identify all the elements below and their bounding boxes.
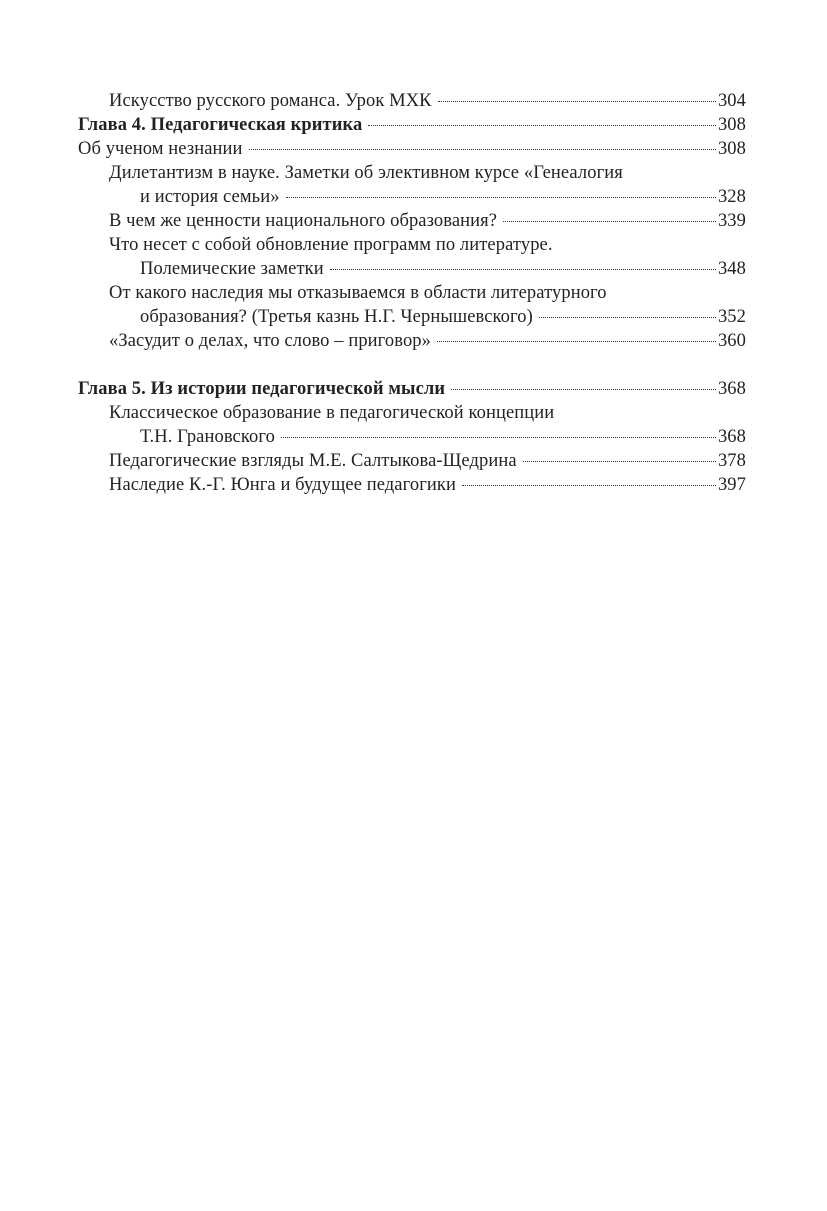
toc-entry-title-continued: и история семьи» [140, 187, 280, 207]
toc-entry-page: 339 [717, 211, 746, 231]
dot-leader [462, 484, 716, 486]
toc-entry-page: 304 [717, 91, 746, 111]
toc-entry-title: Наследие К.-Г. Юнга и будущее педагогики [109, 475, 456, 495]
toc-entry-line1[interactable] [78, 161, 746, 185]
toc-entry-page: 348 [717, 259, 746, 279]
toc-entry-page: 368 [717, 427, 746, 447]
toc-entry-title: Педагогические взгляды М.Е. Салтыкова-Щедрина [109, 451, 517, 471]
dot-leader [503, 220, 716, 222]
toc-entry-page: 360 [717, 331, 746, 351]
toc-entry[interactable] [78, 473, 746, 497]
toc-entry-page: 352 [717, 307, 746, 327]
toc-entry[interactable] [78, 137, 746, 161]
dot-leader [281, 436, 716, 438]
toc-entry-title: От какого наследия мы отказываемся в области литературного [109, 283, 607, 303]
toc-entry-page: 328 [717, 187, 746, 207]
toc-entry-page: 378 [717, 451, 746, 471]
toc-entry-title: Дилетантизм в науке. Заметки об элективном курсе «Генеалогия [109, 163, 623, 183]
toc-entry-line2[interactable] [78, 257, 746, 281]
toc-entry-line1[interactable] [78, 281, 746, 305]
toc-entry-title: Классическое образование в педагогической концепции [109, 403, 555, 423]
toc-entry-title-continued: Полемические заметки [140, 259, 324, 279]
toc-entry-page: 308 [717, 139, 746, 159]
toc-entry[interactable] [78, 89, 746, 113]
dot-leader [437, 340, 716, 342]
toc-chapter-heading[interactable] [78, 113, 746, 137]
toc-entry-line2[interactable] [78, 185, 746, 209]
table-of-contents [78, 89, 746, 497]
toc-entry-page: 397 [717, 475, 746, 495]
dot-leader [451, 388, 716, 390]
toc-entry[interactable] [78, 209, 746, 233]
toc-entry-title: Об ученом незнании [78, 139, 243, 159]
toc-entry-line2[interactable] [78, 305, 746, 329]
dot-leader [249, 148, 716, 150]
toc-chapter-title: Глава 4. Педагогическая критика [78, 115, 363, 135]
toc-entry-page: 368 [717, 379, 746, 399]
dot-leader [286, 196, 716, 198]
toc-chapter-title: Глава 5. Из истории педагогической мысли [78, 379, 446, 399]
toc-entry[interactable] [78, 449, 746, 473]
dot-leader [330, 268, 716, 270]
toc-entry[interactable] [78, 329, 746, 353]
toc-entry-title: Что несет с собой обновление программ по литературе. [109, 235, 553, 255]
dot-leader [539, 316, 716, 318]
dot-leader [368, 124, 716, 126]
toc-entry-title: В чем же ценности национального образования? [109, 211, 498, 231]
dot-leader [523, 460, 716, 462]
dot-leader [438, 100, 716, 102]
toc-entry-line1[interactable] [78, 401, 746, 425]
toc-entry-page: 308 [717, 115, 746, 135]
toc-chapter-heading[interactable] [78, 377, 746, 401]
toc-entry-title: «Засудит о делах, что слово – приговор» [109, 331, 432, 351]
toc-entry-line1[interactable] [78, 233, 746, 257]
toc-entry-line2[interactable] [78, 425, 746, 449]
section-spacer [78, 353, 746, 377]
toc-entry-title: Искусство русского романса. Урок МХК [109, 91, 432, 111]
toc-entry-title-continued: Т.Н. Грановского [140, 427, 275, 447]
toc-entry-title-continued: образования? (Третья казнь Н.Г. Чернышевского) [140, 307, 533, 327]
